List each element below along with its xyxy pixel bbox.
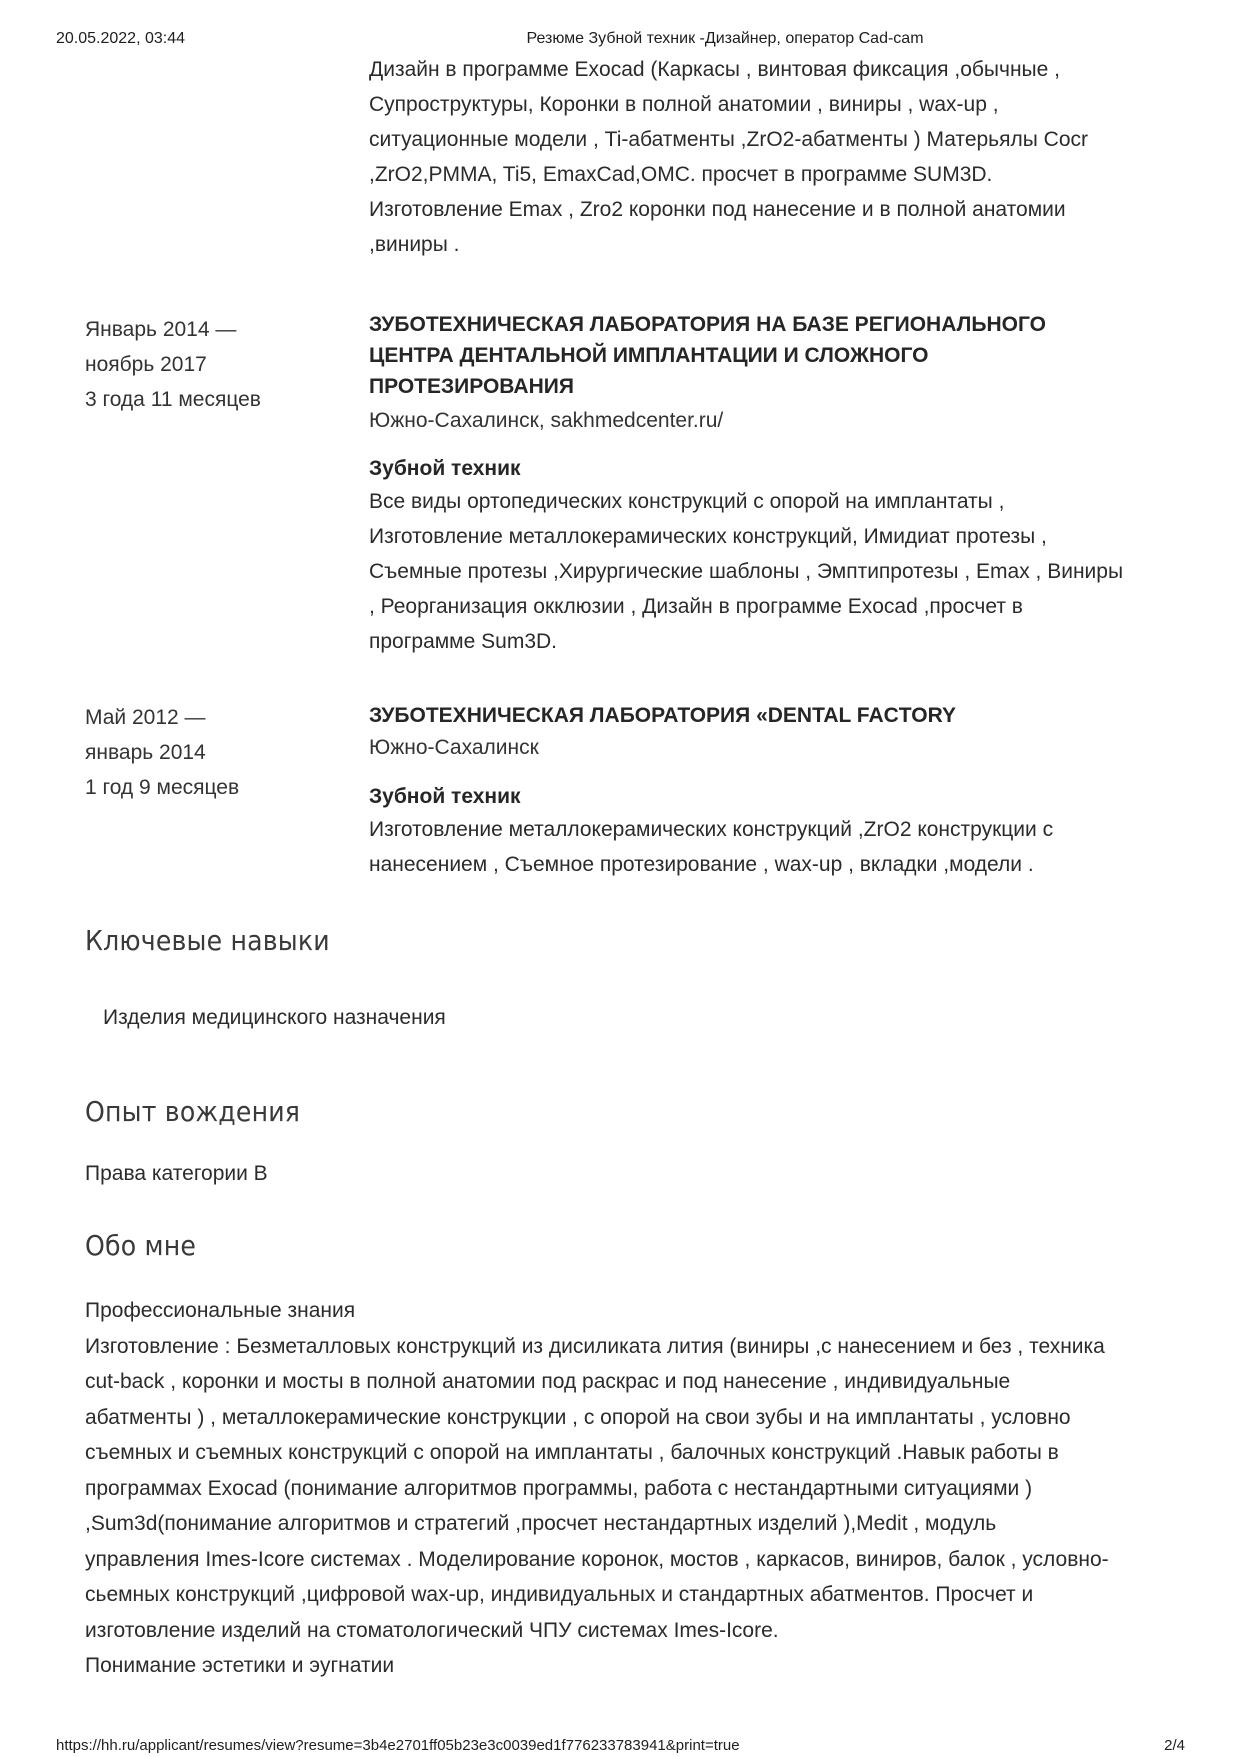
company-line: ЗУБОТЕХНИЧЕСКАЯ ЛАБОРАТОРИЯ НА БАЗЕ РЕГИОНАЛЬНОГО	[369, 313, 1046, 336]
skills-section-title: Ключевые навыки	[85, 924, 330, 957]
job-company	[369, 309, 1169, 402]
job-period-start: Январь 2014 —	[85, 318, 237, 341]
description-line: , Реорганизация окклюзии , Дизайн в программе Exocad ,просчет в	[369, 595, 1023, 618]
description-line: нанесением , Съемное протезирование , wax-up , вкладки ,модели .	[369, 853, 1034, 876]
job-period-end: ноябрь 2017	[85, 353, 207, 376]
company-line: ПРОТЕЗИРОВАНИЯ	[369, 375, 574, 398]
job-period-end: январь 2014	[85, 741, 206, 764]
print-title: Резюме Зубной техник -Дизайнер, оператор Cad-cam	[526, 30, 924, 47]
job-duration: 3 года 11 месяцев	[85, 388, 261, 411]
job-location: Южно-Сахалинск, sakhmedcenter.ru/	[369, 409, 724, 432]
description-line: Изготовление металлокерамических конструкций, Имидиат протезы ,	[369, 525, 1047, 548]
description-line: Супроструктуры, Коронки в полной анатомии , виниры , wax-up ,	[369, 93, 999, 116]
about-line: ,Sum3d(понимание алгоритмов и стратегий ,просчет нестандартных изделий ),Medit , модуль	[85, 1512, 997, 1535]
description-line: Изготовление металлокерамических конструкций ,ZrO2 конструкции с	[369, 818, 1054, 841]
company-line: ЦЕНТРА ДЕНТАЛЬНОЙ ИМПЛАНТАЦИИ И СЛОЖНОГО	[369, 344, 929, 367]
about-text	[85, 1293, 1165, 1684]
job-company	[369, 700, 1169, 731]
about-line: Понимание эстетики и эугнатии	[85, 1654, 395, 1677]
about-line: сьемных конструкций ,цифровой wax-up, индивидуальных и стандартных абатментов. Просчет и	[85, 1583, 1034, 1606]
description-line: Все виды ортопедических конструкций с опорой на имплантаты ,	[369, 490, 1005, 513]
job-period-start: Май 2012 —	[85, 706, 206, 729]
job-location: Южно-Сахалинск	[369, 736, 539, 759]
about-line: съемных и съемных конструкций с опорой на имплантаты , балочных конструкций .Навык работы в	[85, 1441, 1059, 1464]
page-number: 2/4	[1164, 1737, 1185, 1754]
experience-continued-description	[369, 52, 1169, 262]
print-url: https://hh.ru/applicant/resumes/view?resume=3b4e2701ff05b23e3c0039ed1f776233783941&print=true	[56, 1737, 740, 1754]
driving-section-title: Опыт вождения	[85, 1095, 301, 1128]
job-period	[85, 700, 345, 805]
description-line: программе Sum3D.	[369, 630, 557, 653]
description-line: ,ZrO2,PMMA, Ti5, EmaxCad,OMC. просчет в программе SUM3D.	[369, 163, 993, 186]
print-footer	[0, 1737, 1241, 1757]
skill-item: Изделия медицинского назначения	[103, 1006, 446, 1029]
job-duration: 1 год 9 месяцев	[85, 776, 240, 799]
print-header	[0, 30, 1241, 54]
print-date: 20.05.2022, 03:44	[56, 30, 186, 47]
about-line: изготовление изделий на стоматологический ЧПУ системах Imes-Icore.	[85, 1618, 779, 1642]
about-line: управления Imes-Icore системах . Моделирование коронок, мостов , каркасов, виниров, балок , условно-	[85, 1547, 1109, 1571]
description-line: ,виниры .	[369, 233, 460, 256]
company-line: ЗУБОТЕХНИЧЕСКАЯ ЛАБОРАТОРИЯ «DENTAL FACTORY	[369, 704, 956, 727]
description-line: Съемные протезы ,Хирургические шаблоны , Эмптипротезы , Emax , Виниры	[369, 560, 1124, 583]
job-position: Зубной техник	[369, 457, 521, 480]
about-line: cut-back , коронки и мосты в полной анатомии под раскрас и под нанесение , индивидуальные	[85, 1370, 1011, 1393]
driving-license: Права категории B	[85, 1162, 268, 1185]
about-section-title: Обо мне	[85, 1229, 197, 1262]
job-description	[369, 812, 1169, 882]
description-line: Дизайн в программе Exocad (Каркасы , винтовая фиксация ,обычные ,	[369, 58, 1060, 81]
about-line: Профессиональные знания	[85, 1299, 356, 1322]
description-line: Изготовление Emax , Zro2 коронки под нанесение и в полной анатомии	[369, 198, 1066, 221]
job-position: Зубной техник	[369, 785, 521, 808]
description-line: ситуационные модели , Ti-абатменты ,ZrO2-абатменты ) Матерьялы Cocr	[369, 128, 1089, 151]
job-description	[369, 484, 1169, 659]
about-line: Изготовление : Безметалловых конструкций из дисиликата лития (виниры ,с нанесением и без , техника	[85, 1334, 1105, 1358]
about-line: программах Exocad (понимание алгоритмов программы, работа с нестандартными ситуациями )	[85, 1476, 1033, 1500]
about-line: абатменты ) , металлокерамические конструкции , с опорой на свои зубы и на имплантаты , условно	[85, 1405, 1071, 1429]
job-period	[85, 312, 345, 417]
